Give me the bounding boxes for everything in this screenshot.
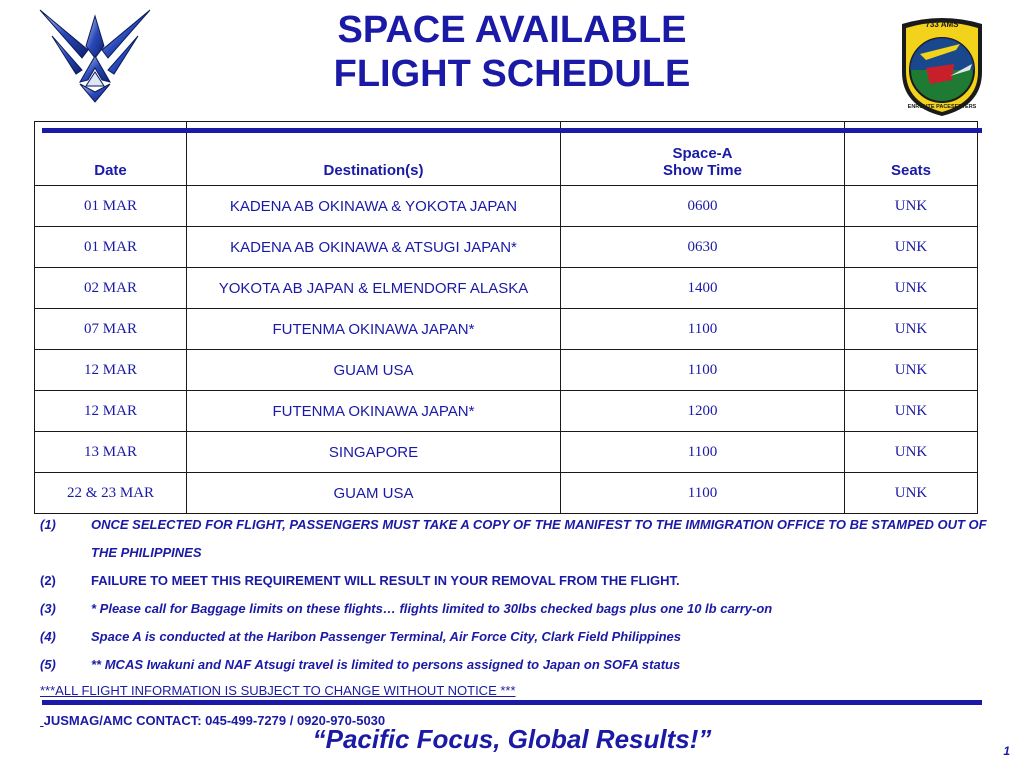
- header-date: Date: [35, 122, 187, 186]
- header-showtime-line1: Space-A: [672, 145, 733, 162]
- row-showtime: 1100: [561, 473, 845, 514]
- notes-list: [40, 514, 1000, 682]
- row-seats: UNK: [845, 350, 978, 391]
- row-showtime: 1100: [561, 432, 845, 473]
- header-seats: Seats: [845, 122, 978, 186]
- row-showtime: 0600: [561, 186, 845, 227]
- row-date: 12 MAR: [35, 391, 187, 432]
- row-seats: UNK: [845, 268, 978, 309]
- note-text: ONCE SELECTED FOR FLIGHT, PASSENGERS MUST TAKE A COPY OF THE MANIFEST TO THE IMMIGRATION OFFICE TO BE STAMPED OUT OF THE PHILIPPINES: [91, 517, 987, 560]
- row-seats: UNK: [845, 186, 978, 227]
- row-showtime: 1100: [561, 350, 845, 391]
- note-text: FAILURE TO MEET THIS REQUIREMENT WILL RESULT IN YOUR REMOVAL FROM THE FLIGHT.: [91, 573, 680, 588]
- note-item: [40, 514, 1000, 570]
- row-date: 22 & 23 MAR: [35, 473, 187, 514]
- note-item: [40, 598, 1000, 626]
- bottom-divider-bar: [42, 700, 982, 705]
- title-line-1: SPACE AVAILABLE: [337, 9, 687, 51]
- row-date: 12 MAR: [35, 350, 187, 391]
- header-destination: Destination(s): [187, 122, 561, 186]
- row-showtime: 1200: [561, 391, 845, 432]
- patch-top-text: 733 AMS: [925, 20, 959, 29]
- row-seats: UNK: [845, 473, 978, 514]
- row-showtime: 0630: [561, 227, 845, 268]
- row-destination: GUAM USA: [187, 350, 561, 391]
- row-date: 13 MAR: [35, 432, 187, 473]
- table-row: [35, 473, 978, 514]
- note-text: ** MCAS Iwakuni and NAF Atsugi travel is limited to persons assigned to Japan on SOFA status: [91, 657, 681, 672]
- header-showtime-line2: Show Time: [663, 162, 742, 179]
- row-seats: UNK: [845, 432, 978, 473]
- note-number: (1): [40, 517, 56, 532]
- row-destination: GUAM USA: [187, 473, 561, 514]
- note-text: * Please call for Baggage limits on these flights… flights limited to 30lbs checked bags plus one 10 lb carry-on: [91, 601, 773, 616]
- row-destination: FUTENMA OKINAWA JAPAN*: [187, 309, 561, 350]
- row-destination: KADENA AB OKINAWA & ATSUGI JAPAN*: [187, 227, 561, 268]
- note-number: (5): [40, 657, 56, 672]
- row-destination: FUTENMA OKINAWA JAPAN*: [187, 391, 561, 432]
- table-row: [35, 350, 978, 391]
- note-number: (3): [40, 601, 56, 616]
- flight-schedule-table: [34, 121, 978, 514]
- note-number: (2): [40, 573, 56, 588]
- note-item: [40, 570, 1000, 598]
- row-seats: UNK: [845, 391, 978, 432]
- table-row: [35, 309, 978, 350]
- row-date: 01 MAR: [35, 186, 187, 227]
- note-text: Space A is conducted at the Haribon Passenger Terminal, Air Force City, Clark Field Philippines: [91, 629, 681, 644]
- row-date: 07 MAR: [35, 309, 187, 350]
- note-number: (4): [40, 629, 56, 644]
- table-row: [35, 432, 978, 473]
- row-destination: YOKOTA AB JAPAN & ELMENDORF ALASKA: [187, 268, 561, 309]
- patch-bottom-text: ENROUTE PACESETTERS: [907, 104, 977, 110]
- slogan: “Pacific Focus, Global Results!”: [312, 724, 712, 754]
- row-seats: UNK: [845, 309, 978, 350]
- note-item: [40, 626, 1000, 654]
- row-date: 01 MAR: [35, 227, 187, 268]
- row-seats: UNK: [845, 227, 978, 268]
- note-item: [40, 654, 1000, 682]
- row-date: 02 MAR: [35, 268, 187, 309]
- top-divider-bar: [42, 128, 982, 133]
- page-number: 1: [1003, 744, 1010, 758]
- table-row: [35, 186, 978, 227]
- row-destination: SINGAPORE: [187, 432, 561, 473]
- contact-text: JUSMAG/AMC CONTACT: 045-499-7279 / 0920-970-5030: [43, 713, 386, 728]
- table-row: [35, 391, 978, 432]
- table-row: [35, 227, 978, 268]
- disclaimer-text: ***ALL FLIGHT INFORMATION IS SUBJECT TO CHANGE WITHOUT NOTICE ***: [40, 683, 516, 698]
- row-showtime: 1400: [561, 268, 845, 309]
- row-showtime: 1100: [561, 309, 845, 350]
- page-title: [0, 8, 1024, 96]
- row-destination: KADENA AB OKINAWA & YOKOTA JAPAN: [187, 186, 561, 227]
- title-line-2: FLIGHT SCHEDULE: [333, 53, 691, 95]
- table-row: [35, 268, 978, 309]
